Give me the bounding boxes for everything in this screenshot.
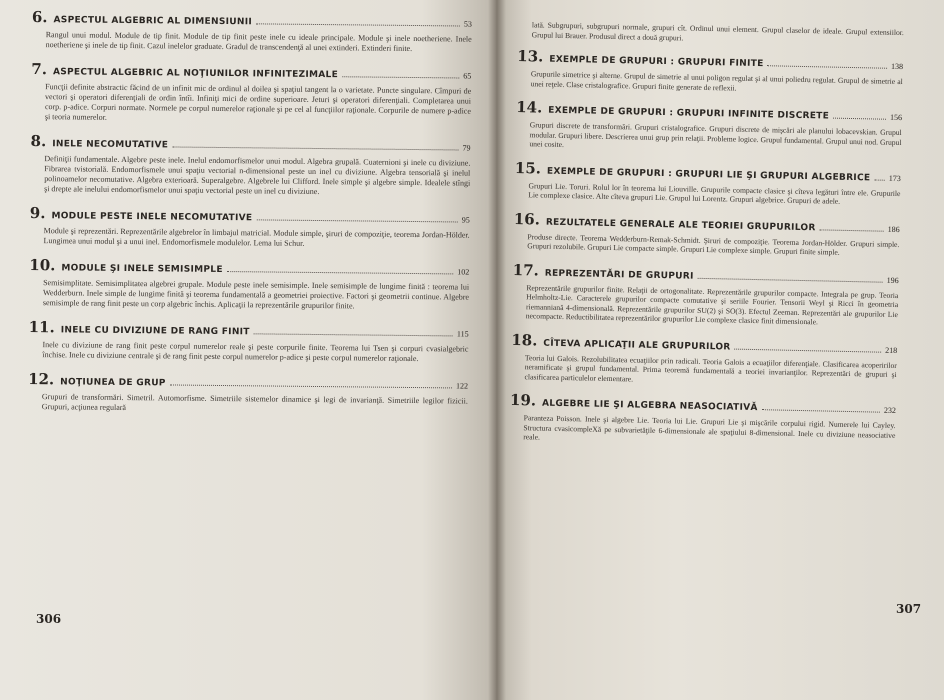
leader-dots bbox=[170, 378, 452, 388]
chapter-number: 15. bbox=[514, 158, 542, 178]
chapter-page: 156 bbox=[889, 112, 903, 123]
chapter-summary: Grupuri Lie. Toruri. Rolul lor în teorema lui Liouville. Grupurile compacte clasice şi cîteva legături între ele. Grupurile Lie complexe clasice. Alte cîteva grupuri Lie. Grupul lui Lorentz. Grupuri algebrice. Grupuri de adele. bbox=[528, 180, 901, 206]
chapter-page: 79 bbox=[462, 143, 471, 153]
chapter-number: 9. bbox=[29, 203, 46, 223]
toc-entry bbox=[32, 8, 472, 55]
chapter-summary: Inele cu diviziune de rang finit peste corpul numerelor reale şi peste corpurile finite. Teorema lui Tsen şi corpuri cvasialgebric închise. Inele cu diviziune centrale şi de rang finit peste corpul numerelor p-adice şi peste corpul numerelor raţionale. bbox=[42, 340, 469, 364]
toc-entry bbox=[30, 132, 471, 199]
toc-entry bbox=[28, 318, 468, 365]
chapter-summary: Funcţii definite abstractic făcind de un infinit mic de ordinul al doilea şi spaţiul tangent la o varietate. Puncte singulare. Cîmpuri de vectori şi operatori diferenţiali de ordin întîi. Infiniţi mici de ordine superioare. Jeturi şi operatori diferenţiali. Completarea unui corp. p-adice. Corpuri normate. Normele pe corpul numerelor raţionale şi pe cel al funcţiilor raţionale. Corpurile de numere p-adice şi teoria numerelor. bbox=[44, 82, 472, 122]
chapter-number: 7. bbox=[31, 59, 48, 79]
chapter-page: 102 bbox=[457, 267, 470, 277]
chapter-summary: Reprezentările grupurilor finite. Relaţii de ortogonalitate. Reprezentările grupurilor compacte. Integrala pe grup. Teoria Helmholtz-Lie. Caracterele grupurilor compacte comutative şi seriile Fourier. Tensorii Weyl şi Ricci în geometria riemanniană 4-dimensională. Reprezentările grupurilor SU(2) şi SO(3). Efectul Zeeman. Reprezentări ale grupurilor Lie necompacte. Reductibilitatea reprezentărilor grupurilor Lie complexe clasice finit dimensionale. bbox=[525, 282, 899, 327]
chapter-number: 16. bbox=[513, 209, 541, 229]
chapter-number: 17. bbox=[512, 260, 540, 279]
leader-dots bbox=[698, 271, 883, 282]
book-gutter bbox=[488, 0, 506, 700]
chapter-page: 218 bbox=[885, 345, 898, 355]
chapter-number: 8. bbox=[30, 131, 47, 151]
chapter-title: EXEMPLE DE GRUPURI : GRUPURI FINITE bbox=[549, 54, 764, 70]
chapter-page: 173 bbox=[888, 173, 901, 183]
right-page bbox=[496, 0, 944, 700]
toc-entry bbox=[29, 256, 470, 313]
chapter-summary: Teoria lui Galois. Rezolubilitatea ecuaţiilor prin radicali. Teoria Galois a ecuaţiilor diferenţiale. Clasificarea acoperirilor neramificate şi grupul fundamental. Prima teoremă fundamentală a teoriei invarianţilor. Reprezentări de grupuri şi clasificarea particulelor elementare. bbox=[524, 352, 897, 383]
chapter-page: 65 bbox=[463, 71, 472, 81]
leader-dots bbox=[735, 342, 882, 352]
chapter-title: NOŢIUNEA DE GRUP bbox=[60, 377, 166, 389]
chapter-summary: Produse directe. Teorema Wedderburn-Remak-Schmidt. Şiruri de compoziţie. Teorema Jordan-Hölder. Grupuri simple. Grupuri rezolubile. Grupuri Lie compacte simple. Grupuri Lie complexe simple. Grupuri finite simple. bbox=[527, 231, 900, 257]
chapter-title: INELE NECOMUTATIVE bbox=[52, 139, 169, 151]
chapter-number: 11. bbox=[28, 317, 55, 337]
chapter-title: MODULE PESTE INELE NECOMUTATIVE bbox=[51, 211, 253, 224]
chapter-title: EXEMPLE DE GRUPURI : GRUPURI LIE ŞI GRUPURI ALGEBRICE bbox=[546, 166, 871, 183]
chapter-summary: Grupuri de transformări. Simetril. Automorfisme. Simetriile sistemelor dinamice şi legi de invarianţă. Simetriile legilor fizicii. Grupuri, acţiunea regulară bbox=[41, 392, 468, 413]
right-toc bbox=[509, 20, 904, 459]
chapter-title: ASPECTUL ALGEBRIC AL DIMENSIUNII bbox=[53, 15, 253, 28]
toc-entry bbox=[515, 98, 902, 157]
chapter-page: 186 bbox=[887, 224, 900, 234]
chapter-number: 10. bbox=[29, 255, 56, 275]
chapter-page: 95 bbox=[461, 215, 470, 225]
toc-entry bbox=[30, 204, 470, 251]
chapter-number: 6. bbox=[31, 8, 48, 27]
chapter-number: 19. bbox=[509, 390, 537, 410]
chapter-summary: Definiţii fundamentale. Algebre peste inele. Inelul endomorfismelor unui modul. Algebra grupală. Cuaternioni şi inele cu diviziune. Fibrarea tvistorială. Endomorfismele unui spaţiu vectorial n-dimensional peste un inel cu diviziune. Algebra tensorială şi inelul polinoamelor necomutative. Algebra exterioară. Superalgebre. Algebrele lui Clifford. Inele simple şi algebre simple. Idealele stîngi şi drepte ale inelului endomorfismelor unui spaţiu vectorial peste un inel cu diviziune. bbox=[44, 154, 471, 197]
chapter-summary: Module şi reprezentări. Reprezentările algebrelor în limbajul matricial. Module simple, şiruri de compoziţie, teorema Jordan-Hölder. Lungimea unui modul şi a unui inel. Endomorfismele modulelor. Lema lui Schur. bbox=[43, 226, 470, 248]
chapter-page: 232 bbox=[883, 405, 896, 415]
leader-dots bbox=[874, 173, 885, 180]
toc-entry bbox=[514, 158, 901, 207]
leader-dots bbox=[820, 223, 884, 231]
leader-dots bbox=[342, 70, 459, 78]
chapter-summary: Rangul unui modul. Module de tip finit. Module de tip finit peste inele cu ideale principale. Module şi inele noetheriene. Inele noetheriene şi inele de tip finit. Cazul inelelor graduate. Gradul de transcendenţă al unei extinderi. Extinderi finite. bbox=[45, 30, 472, 53]
page-number: 307 bbox=[896, 602, 922, 616]
chapter-title: ALGEBRE LIE ŞI ALGEBRA NEASOCIATIVĂ bbox=[541, 398, 758, 414]
toc-entry bbox=[31, 60, 472, 127]
chapter-title: MODULE ŞI INELE SEMISIMPLE bbox=[61, 263, 223, 276]
chapter-summary: Paranteza Poisson. Inele şi algebre Lie. Teoria lui Lie. Grupuri Lie şi mişcările corpului rigid. Numerele lui Cayley. Structura cvasicompleXă pe subvarietăţile 6-dimensionale ale spaţiului 8-dimensional. Inele cu diviziune neasociative reale. bbox=[523, 413, 896, 442]
leader-dots bbox=[833, 112, 886, 120]
toc-entry bbox=[28, 370, 468, 417]
chapter-title: ASPECTUL ALGEBRIC AL NOŢIUNILOR INFINITEZIMALE bbox=[52, 67, 339, 81]
chapter-title: REZULTATELE GENERALE ALE TEORIEI GRUPURILOR bbox=[545, 217, 816, 233]
continued-summary: lată. Subgrupuri, subgrupuri normale, grupuri cît. Ordinul unui element. Grupul claselor de ideale. Grupul extensiilor. Grupul lui Brauer. Produsul direct a două grupuri. bbox=[531, 20, 904, 42]
chapter-summary: Semisimplitate. Semisimplitatea algebrei grupale. Module peste inele semisimple. Inele semisimple de lungime finită : teorema lui Wedderburn. Inele simple de lungime finită şi teorema fundamentală a geometriei proiective. Factori şi geometrii continue. Algebre semisimple de rang finit peste un corp algebric închis. Aplicaţii la reprezentările grupurilor finite. bbox=[42, 278, 470, 311]
chapter-page: 53 bbox=[463, 19, 472, 29]
toc-entry bbox=[517, 47, 904, 96]
leader-dots bbox=[762, 403, 880, 412]
chapter-title: REPREZENTĂRI DE GRUPURI bbox=[544, 268, 694, 282]
chapter-summary: Grupuri discrete de transformări. Grupuri cristalografice. Grupuri discrete de mişcări ale planului lobacevskian. Grupul modular. Grupuri libere. Descrierea unui grup prin relaţii. Probleme logice. Grupul fundamental. Grupul unui nod. Grupul unei cosite. bbox=[529, 120, 902, 149]
chapter-summary: Grupurile simetrice şi alterne. Grupul de simetrie al unui poligon regulat şi al unui poliedru regulat. Grupul de simetrie al unei reţele. Clase cristalografice. Grupuri finite generate de reflexii. bbox=[530, 69, 903, 93]
leader-dots bbox=[256, 17, 460, 26]
chapter-number: 14. bbox=[515, 97, 543, 117]
toc-entry bbox=[510, 330, 897, 389]
toc-entry bbox=[512, 260, 899, 328]
chapter-page: 115 bbox=[456, 329, 469, 339]
chapter-number: 12. bbox=[28, 369, 55, 389]
chapter-page: 196 bbox=[886, 275, 899, 285]
chapter-title: CÎTEVA APLICAŢII ALE GRUPURILOR bbox=[543, 338, 731, 353]
toc-entry bbox=[513, 209, 900, 258]
toc-entry bbox=[509, 391, 896, 450]
chapter-number: 18. bbox=[511, 330, 538, 349]
page-number: 306 bbox=[36, 612, 62, 626]
left-toc bbox=[28, 8, 472, 427]
leader-dots bbox=[256, 213, 457, 222]
chapter-number: 13. bbox=[517, 46, 544, 66]
chapter-page: 138 bbox=[891, 61, 904, 72]
chapter-title: EXEMPLE DE GRUPURI : GRUPURI INFINITE DISCRETE bbox=[548, 105, 830, 122]
leader-dots bbox=[768, 59, 888, 69]
leader-dots bbox=[254, 327, 453, 336]
chapter-page: 122 bbox=[456, 381, 469, 391]
leader-dots bbox=[227, 265, 454, 274]
chapter-title: INELE CU DIVIZIUNE DE RANG FINIT bbox=[60, 325, 250, 338]
leader-dots bbox=[172, 140, 458, 150]
